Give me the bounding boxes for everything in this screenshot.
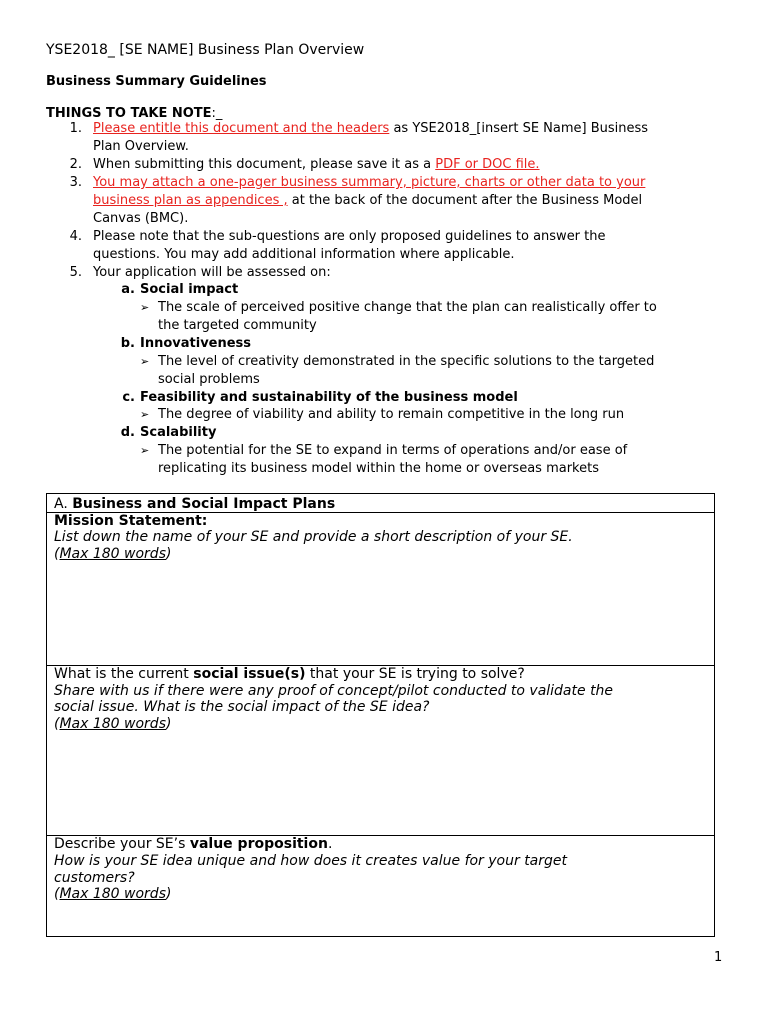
criterion-c-letter: c. (122, 390, 135, 405)
note-4-line-2: questions. You may add additional information where applicable. (93, 247, 515, 262)
criterion-a-letter: a. (121, 282, 135, 297)
note-1-number: 1. (69, 121, 82, 136)
note-3-red-line-1: You may attach a one-pager business summary, picture, charts or other data to your (93, 175, 646, 190)
criterion-a-title: Social impact (140, 282, 239, 297)
note-3-rest: at the back of the document after the Business Model (287, 193, 643, 208)
criterion-b-desc-1: The level of creativity demonstrated in the specific solutions to the targeted (158, 354, 655, 369)
paren-open: ( (54, 886, 60, 902)
q-post: that your SE is trying to solve? (305, 666, 525, 682)
value-proposition-prompt-1: How is your SE idea unique and how does it creates value for your target (54, 853, 568, 869)
arrow-bullet-icon: ➢ (140, 444, 150, 457)
criterion-c-title: Feasibility and sustainability of the business model (140, 390, 518, 405)
word-limit-text: Max 180 words (59, 546, 166, 562)
social-issue-question (54, 666, 525, 683)
guidelines-heading: Business Summary Guidelines (46, 74, 267, 89)
note-2-red-text: PDF or DOC file. (435, 157, 540, 172)
social-issue-word-limit (54, 716, 171, 733)
mission-word-limit (54, 546, 171, 563)
note-5-line: Your application will be assessed on: (93, 265, 331, 280)
value-proposition-prompt-2: customers? (54, 870, 135, 886)
note-4-number: 4. (69, 229, 82, 244)
paren-close: ) (166, 546, 172, 562)
note-heading-suffix: :_ (211, 106, 223, 121)
q-bold: value proposition (189, 836, 328, 852)
social-issue-prompt-1: Share with us if there were any proof of concept/pilot conducted to validate the (54, 683, 614, 699)
social-issue-prompt-2: social issue. What is the social impact of the SE idea? (54, 699, 430, 715)
criterion-b-desc-2: social problems (158, 372, 260, 387)
page-number: 1 (714, 950, 723, 965)
note-1-line-2: Plan Overview. (93, 139, 189, 154)
note-4-line-1: Please note that the sub-questions are only proposed guidelines to answer the (93, 229, 606, 244)
criterion-d-desc-1: The potential for the SE to expand in terms of operations and/or ease of (158, 443, 628, 458)
note-1-rest: as YSE2018_[insert SE Name] Business (389, 121, 649, 136)
mission-prompt: List down the name of your SE and provide a short description of your SE. (54, 529, 573, 545)
arrow-bullet-icon: ➢ (140, 301, 150, 314)
note-3-line-1 (93, 174, 645, 192)
word-limit-text: Max 180 words (59, 886, 166, 902)
criterion-a-desc-1: The scale of perceived positive change that the plan can realistically offer to (158, 300, 657, 315)
section-title: Business and Social Impact Plans (72, 496, 336, 512)
criterion-b-letter: b. (120, 336, 135, 351)
q-pre: What is the current (54, 666, 194, 682)
note-3-red-line-2: business plan as appendices , (93, 193, 288, 208)
word-limit-text: Max 180 words (59, 716, 166, 732)
note-3-line-2 (93, 192, 642, 210)
arrow-bullet-icon: ➢ (140, 355, 150, 368)
note-3-number: 3. (69, 175, 82, 190)
paren-open: ( (54, 546, 60, 562)
section-heading (54, 496, 335, 513)
section-prefix: A. (54, 496, 73, 512)
criterion-c-desc-1: The degree of viability and ability to remain competitive in the long run (158, 407, 625, 422)
paren-open: ( (54, 716, 60, 732)
criterion-d-title: Scalability (140, 425, 217, 440)
note-1-red-text: Please entitle this document and the headers (93, 121, 390, 136)
arrow-bullet-icon: ➢ (140, 408, 150, 421)
criterion-b-title: Innovativeness (140, 336, 252, 351)
q-bold: social issue(s) (193, 666, 306, 682)
value-proposition-word-limit (54, 886, 171, 903)
criterion-d-desc-2: replicating its business model within the home or overseas markets (158, 461, 599, 476)
note-heading-text: THINGS TO TAKE NOTE (46, 106, 212, 121)
note-2-text: When submitting this document, please save it as a (93, 157, 436, 172)
mission-title: Mission Statement: (54, 513, 208, 529)
value-proposition-question (54, 836, 332, 853)
note-2-number: 2. (69, 157, 82, 172)
note-3-line-3: Canvas (BMC). (93, 211, 189, 226)
note-1-line-1 (93, 120, 648, 138)
criterion-a-desc-2: the targeted community (158, 318, 317, 333)
note-5-number: 5. (69, 265, 82, 280)
criterion-d-letter: d. (120, 425, 135, 440)
business-plan-table (46, 493, 715, 937)
paren-close: ) (166, 716, 172, 732)
q-pre: Describe your SE’s (54, 836, 190, 852)
paren-close: ) (166, 886, 172, 902)
note-2-line (93, 156, 540, 174)
q-post: . (327, 836, 333, 852)
document-title: YSE2018_ [SE NAME] Business Plan Overview (46, 42, 365, 58)
